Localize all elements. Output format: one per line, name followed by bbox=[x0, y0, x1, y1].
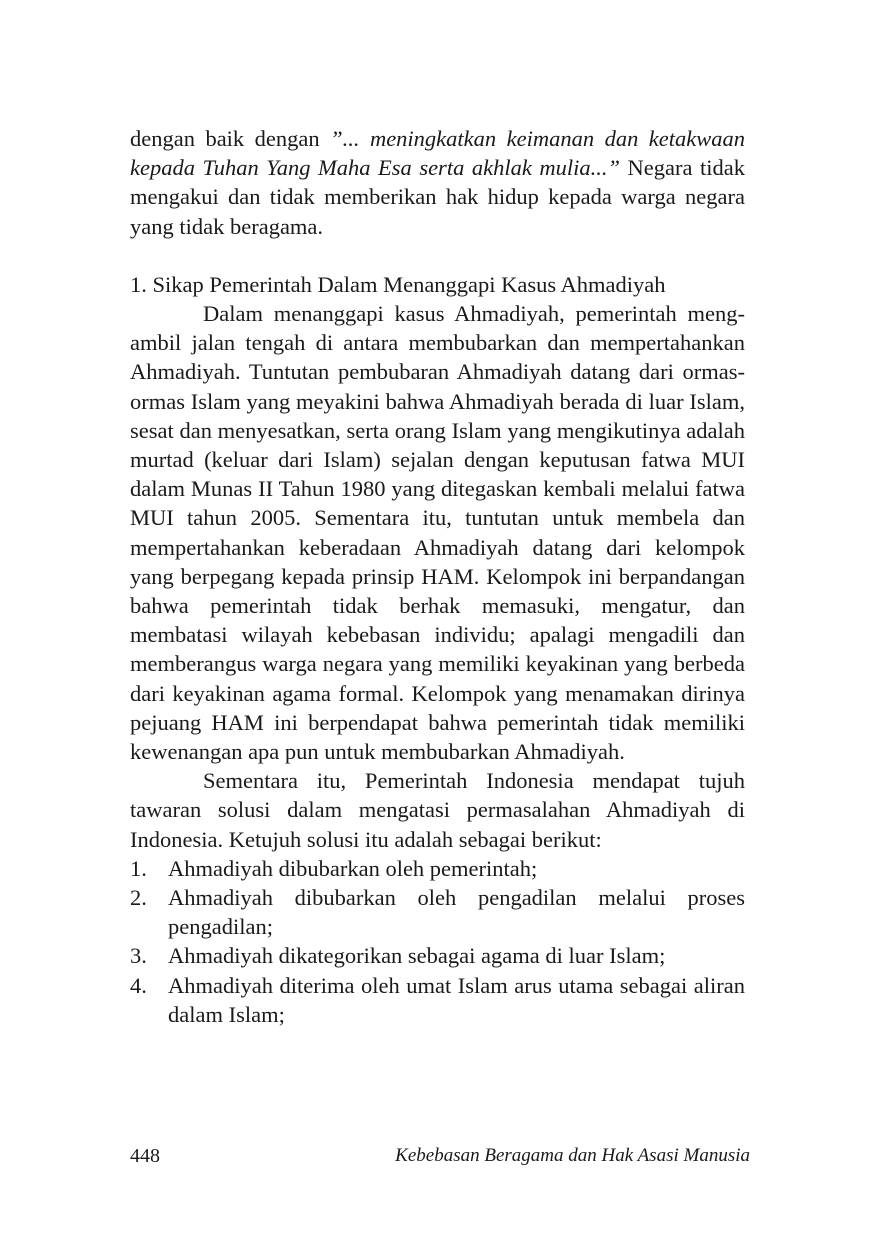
section-heading: 1. Sikap Pemerintah Dalam Menanggapi Kasus Ahmadiyah bbox=[130, 271, 666, 297]
intro-paragraph bbox=[130, 124, 745, 241]
page-number: 448 bbox=[130, 1145, 160, 1167]
intro-quote: ”... meningkatkan keimanan dan ketakwaan kepada Tuhan Yang Maha Esa serta akhlak mulia...” bbox=[130, 126, 746, 181]
list-item bbox=[130, 854, 745, 883]
list-item-text: Ahmadiyah dibubarkan oleh pemerintah; bbox=[168, 855, 538, 881]
list-item-number: 1. bbox=[130, 855, 147, 881]
list-item-text: Ahmadiyah diterima oleh umat Islam arus utama sebagai aliran dalam Islam; bbox=[168, 972, 745, 1027]
running-title: Kebebasan Beragama dan Hak Asasi Manusia bbox=[395, 1145, 750, 1166]
list-item-number: 4. bbox=[130, 972, 147, 998]
page-body bbox=[130, 124, 745, 1029]
solution-list bbox=[130, 854, 745, 1029]
body-paragraph: Dalam menanggapi kasus Ahmadiyah, pemerintah mengambil jalan tengah di antara membubarkan dan mempertahankan Ahmadiyah. Tuntutan pembubaran Ahmadiyah datang dari ormas-ormas Islam yang meyakini bahwa Ahmadiyah berada di luar Islam, sesat dan menyesatkan, serta orang Islam yang mengikutinya adalah murtad (keluar dari Islam) sejalan dengan keputusan fatwa MUI dalam Munas II Tahun 1980 yang ditegaskan kembali melalui fatwa MUI tahun 2005. Sementara itu, tuntutan untuk membela dan mempertahankan keberadaan Ahmadiyah datang dari kelompok yang berpegang kepada prinsip HAM. Kelompok ini berpandangan bahwa pemerintah tidak berhak memasuki, mengatur, dan membatasi wilayah kebebasan individu; apalagi mengadili dan memberangus warga negara yang memiliki keyakinan yang berbeda dari keyakinan agama formal. Kelompok yang menamakan dirinya pejuang HAM ini berpendapat bahwa pemerintah tidak memiliki kewenangan apa pun untuk membubarkan Ahmadiyah. bbox=[130, 301, 745, 765]
list-item bbox=[130, 883, 745, 941]
list-item-number: 3. bbox=[130, 943, 147, 969]
list-item-text: Ahmadiyah dikategorikan sebagai agama di luar Islam; bbox=[168, 943, 666, 969]
list-item bbox=[130, 971, 745, 1029]
list-item-text: Ahmadiyah dibubarkan oleh pengadilan melalui proses pengadilan; bbox=[168, 885, 745, 940]
list-item-number: 2. bbox=[130, 885, 147, 911]
list-item bbox=[130, 941, 745, 970]
intro-lead: dengan baik dengan bbox=[130, 126, 331, 151]
section-spacer bbox=[130, 241, 745, 270]
intro-tail: Negara tidak mengakui dan tidak memberikan hak hidup kepada warga negara yang tidak beragama. bbox=[130, 155, 745, 239]
body-paragraph: Sementara itu, Pemerintah Indonesia mendapat tujuh tawaran solusi dalam mengatasi permasalahan Ahmadiyah di Indonesia. Ketujuh solusi itu adalah sebagai berikut: bbox=[130, 768, 745, 852]
